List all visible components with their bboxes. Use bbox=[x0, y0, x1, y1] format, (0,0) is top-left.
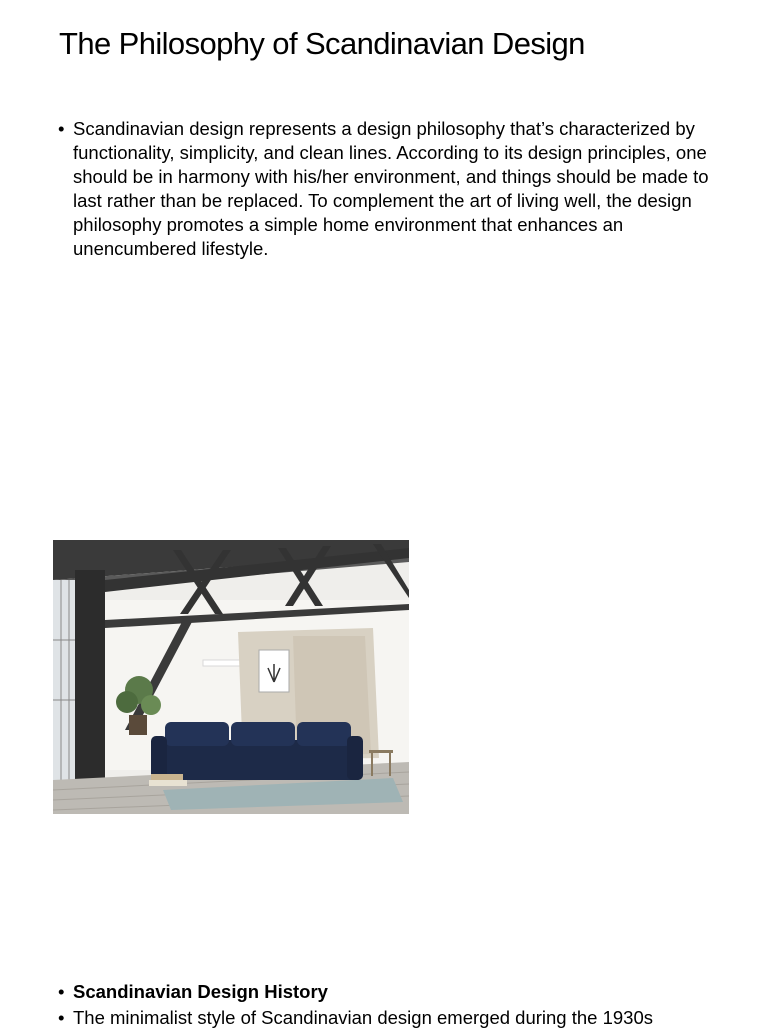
bullet-marker: • bbox=[58, 981, 65, 1002]
history-heading: Scandinavian Design History bbox=[73, 981, 328, 1002]
history-paragraph: The minimalist style of Scandinavian design emerged during the 1930s bbox=[73, 1007, 653, 1028]
bullet-marker: • bbox=[58, 118, 65, 139]
interior-photo bbox=[53, 540, 409, 814]
bullet-marker: • bbox=[58, 1007, 65, 1028]
intro-paragraph: Scandinavian design represents a design philosophy that’s characterized by functionality, simplicity, and clean lines. According to its design principles, one should be in harmony with his/her environment, and things should be made to last rather than be replaced. To complement the art of living well, the design philosophy promotes a simple home environment that enhances an unencumbered lifestyle. bbox=[73, 118, 709, 259]
intro-bullet bbox=[55, 117, 715, 261]
history-bullet bbox=[55, 1006, 715, 1030]
history-heading-bullet bbox=[55, 980, 715, 1004]
page-title: The Philosophy of Scandinavian Design bbox=[59, 26, 585, 61]
